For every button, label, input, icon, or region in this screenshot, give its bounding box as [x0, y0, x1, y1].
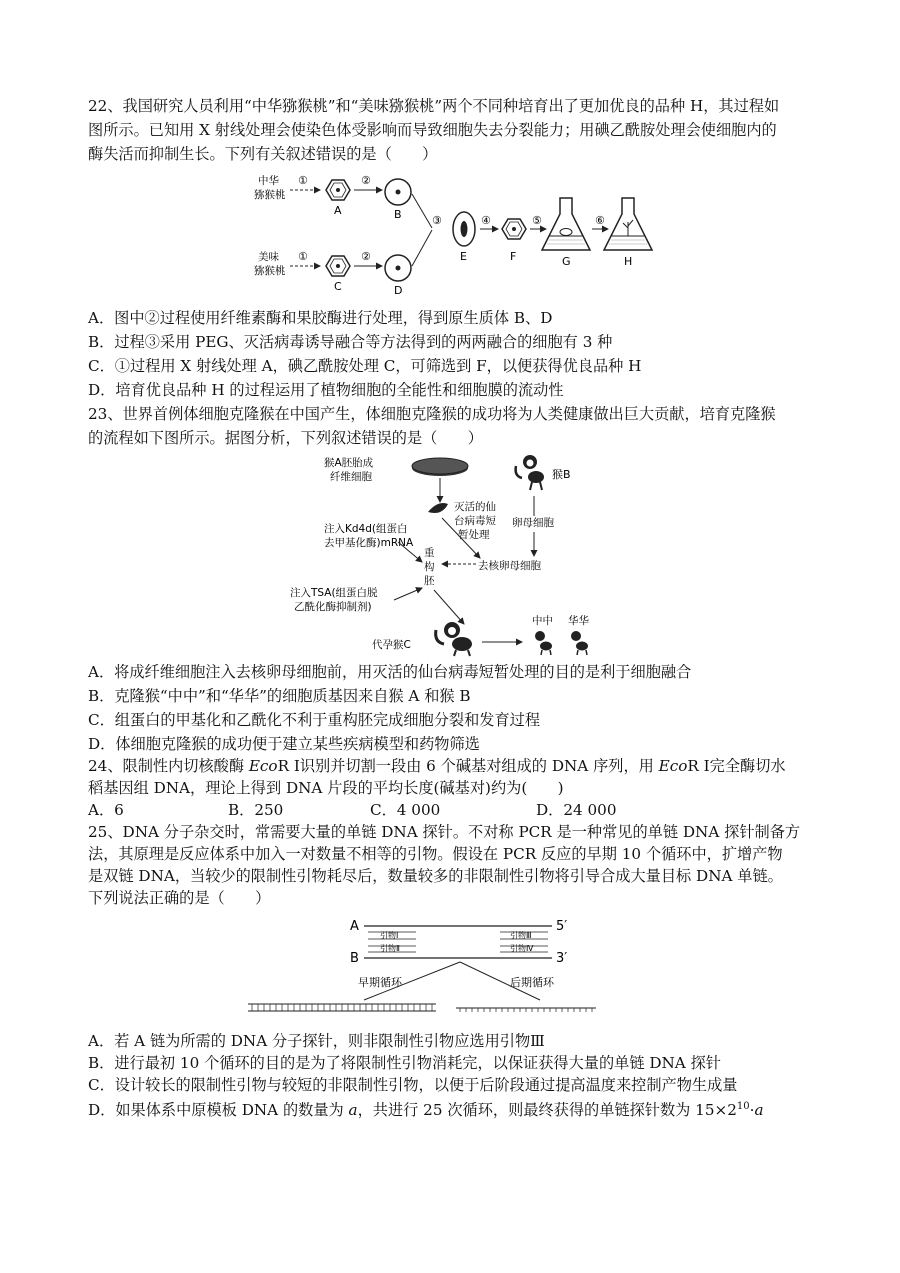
q25-option-d — [88, 1096, 764, 1121]
virus-2: 台病毒短 — [454, 515, 496, 527]
q23-option-a: A．将成纤维细胞注入去核卵母细胞前，用灭活的仙台病毒短暂处理的目的是利于细胞融合 — [88, 663, 692, 681]
step3: ③ — [432, 214, 442, 227]
label-f: F — [510, 250, 517, 263]
label-d: D — [394, 284, 403, 297]
q24-option-d: D．24 000 — [536, 801, 617, 819]
q22-figure — [240, 168, 660, 303]
primer-2-label: 引物Ⅱ — [380, 944, 400, 953]
label-e: E — [460, 250, 467, 263]
label-b: B — [394, 208, 402, 221]
strand-a-label: A — [350, 919, 359, 934]
q25-stem-line-3: 是双链 DNA，当较少的限制性引物耗尽后，数量较多的非限制性引物将引导合成大量目标 DNA 单链。 — [88, 867, 783, 885]
q25-stem-line-1: 25、DNA 分子杂交时，常需要大量的单链 DNA 探针。不对称 PCR 是一种常见的单链 DNA 探针制备方 — [88, 823, 801, 841]
recon-3: 胚 — [424, 575, 435, 587]
q24-stem-part-3: R Ⅰ完全酶切水 — [687, 757, 786, 775]
q25-option-b: B．进行最初 10 个循环的目的是为了将限制性引物消耗完，以保证获得大量的单链 DNA 探针 — [88, 1054, 721, 1072]
late-cycle-label: 后期循环 — [510, 976, 554, 989]
step5: ⑤ — [532, 214, 542, 227]
q23-option-b: B．克隆猴“中中”和“华华”的细胞质基因来自猴 A 和猴 B — [88, 687, 471, 705]
label-c: C — [334, 280, 342, 293]
huahua-icon — [571, 631, 588, 655]
step6: ⑥ — [595, 214, 605, 227]
early-cycle-label: 早期循环 — [358, 976, 402, 989]
q25-option-a: A．若 A 链为所需的 DNA 分子探针，则非限制性引物应选用引物Ⅲ — [88, 1032, 545, 1050]
virus-1: 灭活的仙 — [454, 501, 496, 513]
q25-option-d-var: a — [348, 1101, 358, 1120]
inject-kd-2: 去甲基化酶)mRNA — [324, 537, 414, 549]
q23-option-d: D．体细胞克隆猴的成功便于建立某些疾病模型和药物筛选 — [88, 735, 480, 753]
q24-stem-line-1 — [88, 755, 786, 777]
q25-option-d-part-1: D．如果体系中原模板 DNA 的数量为 — [88, 1101, 349, 1120]
q24-option-b: B．250 — [228, 801, 284, 819]
cell-leaf-icon — [428, 503, 448, 513]
q24-stem-line-2: 稻基因组 DNA，理论上得到 DNA 片段的平均长度(碱基对)约为( ) — [88, 779, 564, 797]
zhongzhong-icon — [535, 631, 552, 655]
q24-enzyme-name-1: Eco — [248, 757, 278, 775]
egg-cell-label: 卵母细胞 — [512, 517, 554, 529]
q22-stem-line-2: 图所示。已知用 X 射线处理会使染色体受影响而导致细胞失去分裂能力；用碘乙酰胺处理会使细胞内的 — [88, 121, 777, 139]
monkey-b-icon — [516, 455, 544, 490]
inject-tsa-1: 注入TSA(组蛋白脱 — [290, 587, 378, 599]
primer-1-label: 引物Ⅰ — [380, 931, 399, 940]
q25-figure — [240, 912, 600, 1024]
single-strand-product — [456, 1008, 596, 1012]
q23-option-c: C．组蛋白的甲基化和乙酰化不利于重构胚完成细胞分裂和发育过程 — [88, 711, 541, 729]
recon-2: 构 — [424, 561, 435, 573]
q25-option-c: C．设计较长的限制性引物与较短的非限制性引物，以便于后阶段通过提高温度来控制产物生成量 — [88, 1076, 738, 1094]
virus-3: 暂处理 — [458, 529, 490, 541]
inject-tsa-2: 乙酰化酶抑制剂) — [294, 601, 372, 613]
recon-1: 重 — [424, 547, 435, 559]
step2-top: ② — [361, 174, 371, 187]
q23-stem-line-1: 23、世界首例体细胞克隆猴在中国产生，体细胞克隆猴的成功将为人类健康做出巨大贡献，培育克隆猴 — [88, 405, 776, 423]
q25-option-d-dot: · — [749, 1101, 755, 1120]
step4: ④ — [481, 214, 491, 227]
q22-option-c: C．①过程用 X 射线处理 A，碘乙酰胺处理 C，可筛选到 F，以便获得优良品种 H — [88, 357, 642, 375]
q25-option-d-part-2: ，共进行 25 次循环，则最终获得的单链探针数为 15×2 — [357, 1101, 737, 1120]
q23-stem-line-2: 的流程如下图所示。据图分析，下列叙述错误的是（ ） — [88, 429, 483, 447]
label-a: A — [334, 204, 342, 217]
surrogate-label: 代孕猴C — [372, 639, 411, 651]
label-meiwei-1: 美味 — [258, 251, 279, 263]
q22-stem-line-3: 酶失活而抑制生长。下列有关叙述错误的是（ ） — [88, 145, 438, 163]
q24-stem-part-1: 24、限制性内切核酸酶 — [88, 757, 249, 775]
q23-clone-diagram — [290, 452, 610, 657]
q22-option-a: A．图中②过程使用纤维素酶和果胶酶进行处理，得到原生质体 B、D — [88, 309, 553, 327]
zhongzhong-label: 中中 — [532, 615, 553, 627]
q24-stem-part-2: R Ⅰ识别并切割一段由 6 个碱基对组成的 DNA 序列，用 — [277, 757, 659, 775]
label-g: G — [562, 255, 571, 268]
surrogate-monkey-icon — [436, 622, 472, 656]
end-3-label: 3′ — [556, 951, 568, 966]
q22-option-d: D．培育优良品种 H 的过程运用了植物细胞的全能性和细胞膜的流动性 — [88, 381, 564, 399]
label-zhonghua-1: 中华 — [258, 175, 279, 187]
label-zhonghua-2: 猕猴桃 — [254, 189, 286, 201]
step2-bottom: ② — [361, 250, 371, 263]
q22-process-diagram — [240, 168, 660, 303]
double-strand-product — [248, 1004, 436, 1011]
q25-stem-line-2: 法，其原理是反应体系中加入一对数量不相等的引物。假设在 PCR 反应的早期 10 个循环中，扩增产物 — [88, 845, 783, 863]
huahua-label: 华华 — [568, 615, 589, 627]
q22-option-b: B．过程③采用 PEG、灭活病毒诱导融合等方法得到的两两融合的细胞有 3 种 — [88, 333, 613, 351]
monkey-b-label: 猴B — [552, 468, 571, 481]
primer-3-label: 引物Ⅲ — [510, 931, 532, 940]
primer-4-label: 引物Ⅳ — [510, 944, 534, 953]
q25-stem-line-4: 下列说法正确的是（ ） — [88, 889, 271, 907]
q24-option-c: C．4 000 — [370, 801, 441, 819]
step1-bottom: ① — [298, 250, 308, 263]
q22-stem-line-1: 22、我国研究人员利用“中华猕猴桃”和“美味猕猴桃”两个不同种培育出了更加优良的品种 H，其过程如 — [88, 97, 780, 115]
inject-kd-1: 注入Kd4d(组蛋白 — [324, 523, 408, 535]
monkey-a-cells-2: 纤维细胞 — [330, 471, 372, 483]
q25-pcr-diagram — [240, 912, 600, 1024]
end-5-label: 5′ — [556, 919, 568, 934]
label-h: H — [624, 255, 633, 268]
label-meiwei-2: 猕猴桃 — [254, 265, 286, 277]
step1-top: ① — [298, 174, 308, 187]
q24-enzyme-name-2: Eco — [658, 757, 688, 775]
q24-option-a: A．6 — [88, 801, 124, 819]
monkey-a-cells-1: 猴A胚胎成 — [324, 457, 374, 469]
q23-figure — [290, 452, 610, 657]
q25-option-d-exponent: 10 — [736, 1101, 750, 1112]
enucleated-egg-label: 去核卵母细胞 — [478, 560, 541, 572]
q25-option-d-var-2: a — [754, 1101, 764, 1120]
flask-g-icon — [542, 198, 590, 250]
strand-b-label: B — [350, 951, 359, 966]
